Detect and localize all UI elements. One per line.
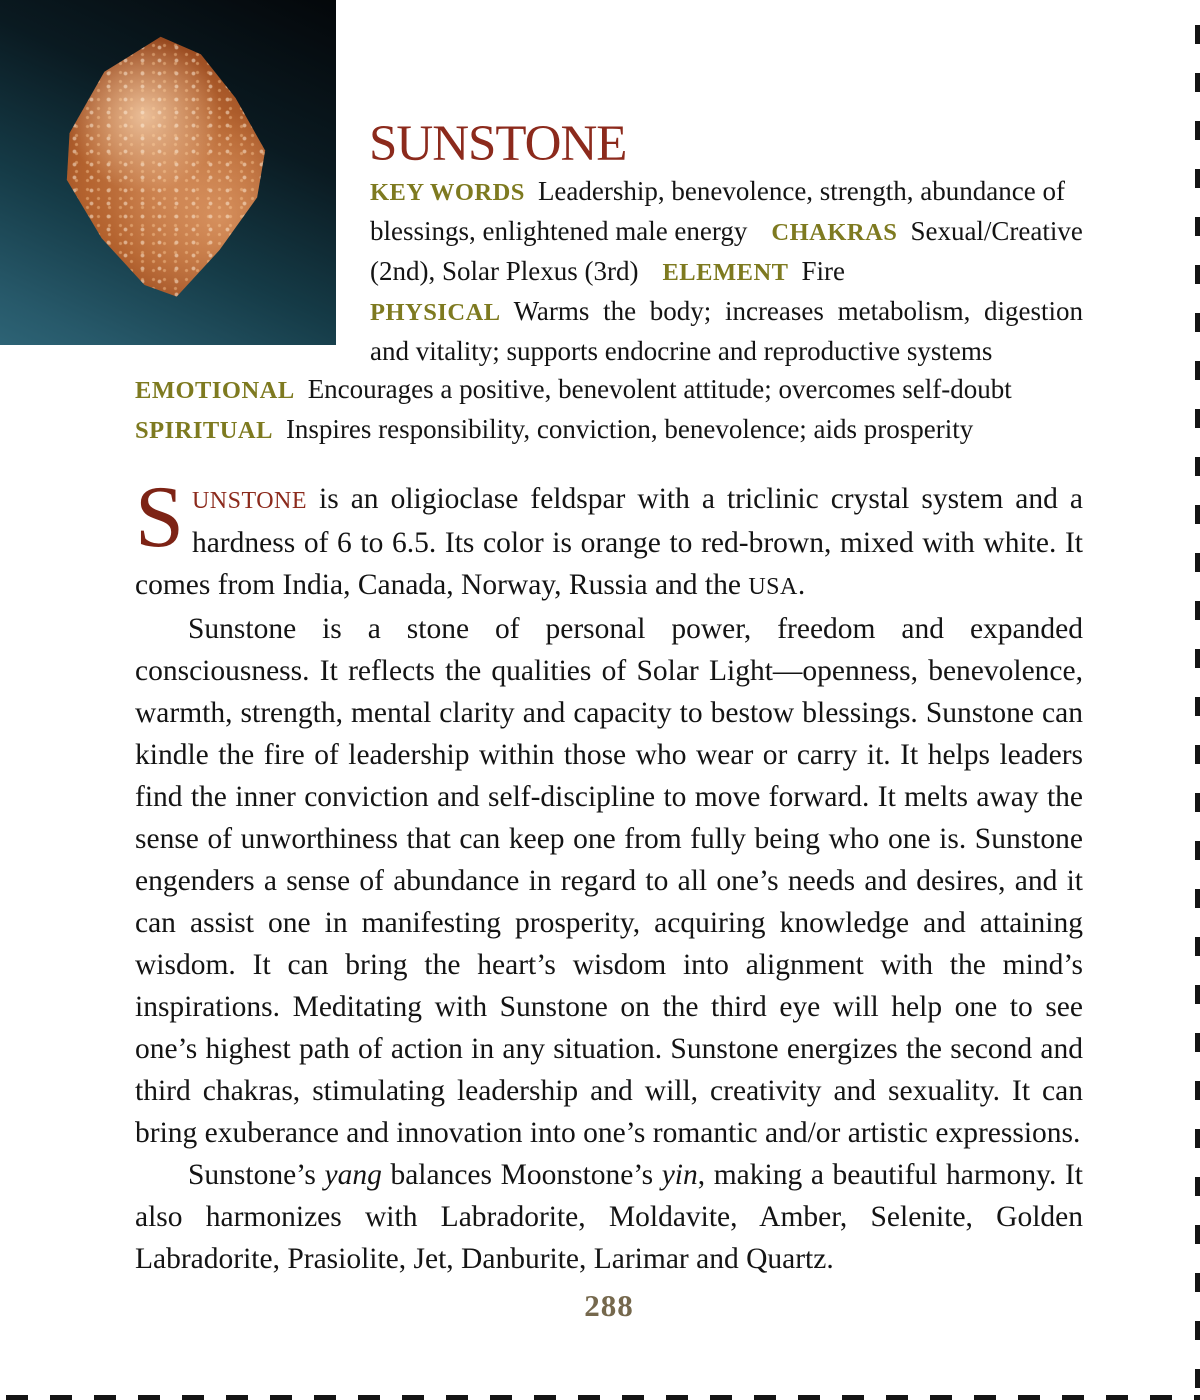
body-paragraph-2: Sunstone is a stone of personal power, freedom and expanded consciousness. It reflects the qualities of Solar Light—openness, benevolence, warmth, strength, mental clarity and capacity to bestow blessings. Sunstone can kindle the fire of leadership within those who wear or carry it. It helps leaders find the inner conviction and self-discipline to move forward. It melts away the sense of unworthiness that can keep one from fully being who one is. Sunstone engenders a sense of abundance in regard to all one’s needs and desires, and it can assist one in manifesting prosperity, acquiring knowledge and attaining wisdom. It can bring the heart’s wisdom into alignment with the mind’s inspirations. Meditating with Sunstone on the third eye will help one to see one’s highest path of action in any situation. Sunstone energizes the second and third chakras, stimulating leadership and will, creativity and sexuality. It can bring exuberance and innovation into one’s romantic and/or artistic expressions. xyxy=(135,613,1083,1149)
page-number: 288 xyxy=(584,1288,634,1323)
page-title: SUNSTONE xyxy=(369,116,627,173)
body-paragraph-3: Sunstone’s yang balances Moonstone’s yin, making a beautiful harmony. It also harmonizes with Labradorite, Moldavite, Amber, Selenite, Golden Labradorite, Prasiolite, Jet, Danburite, Larimar and Quartz. xyxy=(135,1159,1083,1275)
attributes-section xyxy=(135,172,1083,450)
right-edge-tick-marks xyxy=(1195,25,1200,1400)
attribute-physical: PHYSICAL Warms the body; increases metabolism, digestion and vitality; supports endocrine and reproductive systems xyxy=(370,296,1083,366)
attribute-keywords-chakras-element: KEY WORDS Leadership, benevolence, strength, abundance of blessings, enlightened male energy CHAKRAS Sexual/Creative (2nd), Solar Plexus (3rd) ELEMENT Fire xyxy=(370,176,1083,286)
body-text xyxy=(135,469,1083,1280)
drop-cap: S xyxy=(135,469,184,566)
photo-wrap-spacer xyxy=(135,172,370,349)
attribute-emotional: EMOTIONAL Encourages a positive, benevolent attitude; overcomes self-doubt xyxy=(135,374,1012,404)
body-paragraph-1 xyxy=(135,469,1083,608)
paragraph-1-text: UNSTONE is an oligioclase feldspar with a triclinic crystal system and a hardness of 6 to 6.5. Its color is orange to red-brown, mixed with white. It comes from India, Canada, Norway, Russia and the USA. xyxy=(135,483,1083,601)
attribute-spiritual: SPIRITUAL Inspires responsibility, conviction, benevolence; aids prosperity xyxy=(135,414,974,444)
bottom-edge-tick-marks xyxy=(6,1395,1200,1400)
